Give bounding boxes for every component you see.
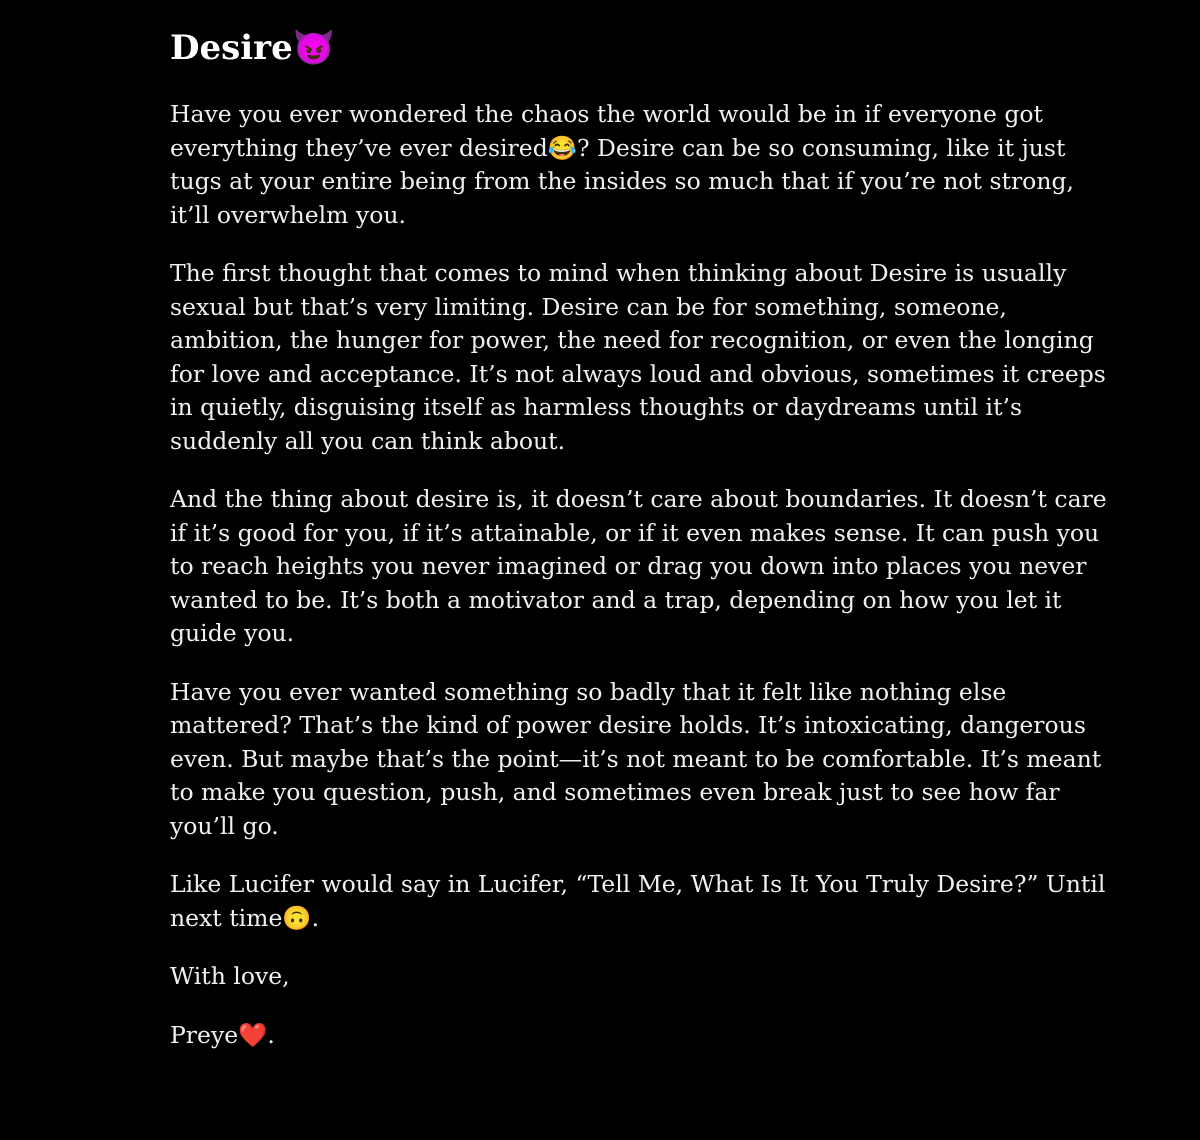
closing-line: With love, <box>170 962 290 990</box>
document-page <box>170 26 1110 1052</box>
paragraph-4: Have you ever wanted something so badly that it felt like nothing else mattered? That’s the kind of power desire holds. It’s intoxicating, dangerous even. But maybe that’s the point—it’s not meant to be comfortable. It’s meant to make you question, push, and sometimes even break just to see how far you’ll go. <box>170 677 1102 840</box>
document-title: Desire😈 <box>170 28 336 68</box>
paragraph-1: Have you ever wondered the chaos the world would be in if everyone got everything they’ve ever desired😂? Desire can be so consuming, like it just tugs at your entire being from the insides so much that if you’re not strong, it’ll overwhelm you. <box>170 100 1074 229</box>
signature: Preye❤️. <box>170 1020 275 1049</box>
paragraph-3: And the thing about desire is, it doesn’t care about boundaries. It doesn’t care if it’s good for you, if it’s attainable, or if it even makes sense. It can push you to reach heights you never imagined or drag you down into places you never wanted to be. It’s both a motivator and a trap, depending on how you let it guide you. <box>170 485 1107 647</box>
paragraph-2: The first thought that comes to mind when thinking about Desire is usually sexual but that’s very limiting. Desire can be for something, someone, ambition, the hunger for power, the need for recognition, or even the longing for love and acceptance. It’s not always loud and obvious, sometimes it creeps in quietly, disguising itself as harmless thoughts or daydreams until it’s suddenly all you can think about. <box>170 259 1106 455</box>
paragraph-5: Like Lucifer would say in Lucifer, “Tell Me, What Is It You Truly Desire?” Until next time🙃. <box>170 870 1106 932</box>
